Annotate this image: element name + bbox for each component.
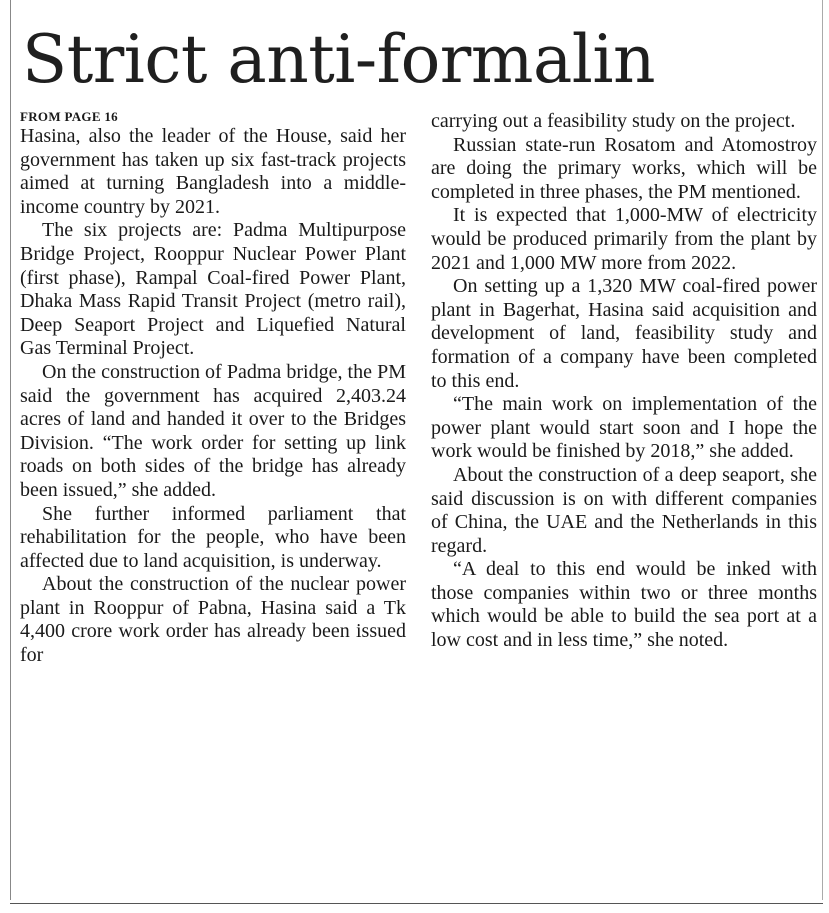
column-border-right	[822, 0, 823, 900]
body-paragraph: About the construction of a deep seaport, she said discussion is on with different companies of China, the UAE and the Netherlands in this regard.	[431, 463, 817, 557]
bottom-rule	[10, 903, 823, 904]
jump-line: FROM PAGE 16	[20, 109, 118, 124]
column-border-left	[10, 0, 11, 900]
article-column-right	[431, 110, 817, 653]
body-paragraph: “A deal to this end would be inked with those companies within two or three months which would be able to build the sea port at a low cost and in less time,” she noted.	[431, 558, 817, 652]
body-paragraph: On setting up a 1,320 MW coal-fired power plant in Bagerhat, Hasina said acquisition and development of land, feasibility study and formation of a company have been completed to this end.	[431, 275, 817, 392]
body-paragraph: “The main work on implementation of the power plant would start soon and I hope the work would be finished by 2018,” she added.	[431, 393, 817, 463]
body-paragraph: About the construction of the nuclear power plant in Rooppur of Pabna, Hasina said a Tk 4,400 crore work order has already been issued for	[20, 573, 406, 667]
body-paragraph: On the construction of Padma bridge, the PM said the government has acquired 2,403.24 acres of land and handed it over to the Bridges Division. “The work order for setting up link roads on both sides of the bridge has already been issued,” she added.	[20, 360, 406, 501]
body-paragraph: The six projects are: Padma Multipurpose Bridge Project, Rooppur Nuclear Power Plant (first phase), Rampal Coal-fired Power Plant, Dhaka Mass Rapid Transit Project (metro rail), Deep Seaport Project and Liquefied Natural Gas Terminal Project.	[20, 219, 406, 360]
article-column-left	[20, 110, 406, 668]
body-paragraph: Russian state-run Rosatom and Atomostroy are doing the primary works, which will be completed in three phases, the PM mentioned.	[431, 133, 817, 203]
headline: Strict anti-formalin	[22, 21, 656, 98]
body-paragraph: She further informed parliament that rehabilitation for the people, who have been affected due to land acquisition, is underway.	[20, 502, 406, 572]
body-paragraph: Hasina, also the leader of the House, said her government has taken up six fast-track projects aimed at turning Bangladesh into a middle-income country by 2021.	[20, 125, 406, 218]
body-paragraph: It is expected that 1,000-MW of electricity would be produced primarily from the plant by 2021 and 1,000 MW more from 2022.	[431, 204, 817, 274]
body-paragraph: carrying out a feasibility study on the project.	[431, 110, 796, 132]
